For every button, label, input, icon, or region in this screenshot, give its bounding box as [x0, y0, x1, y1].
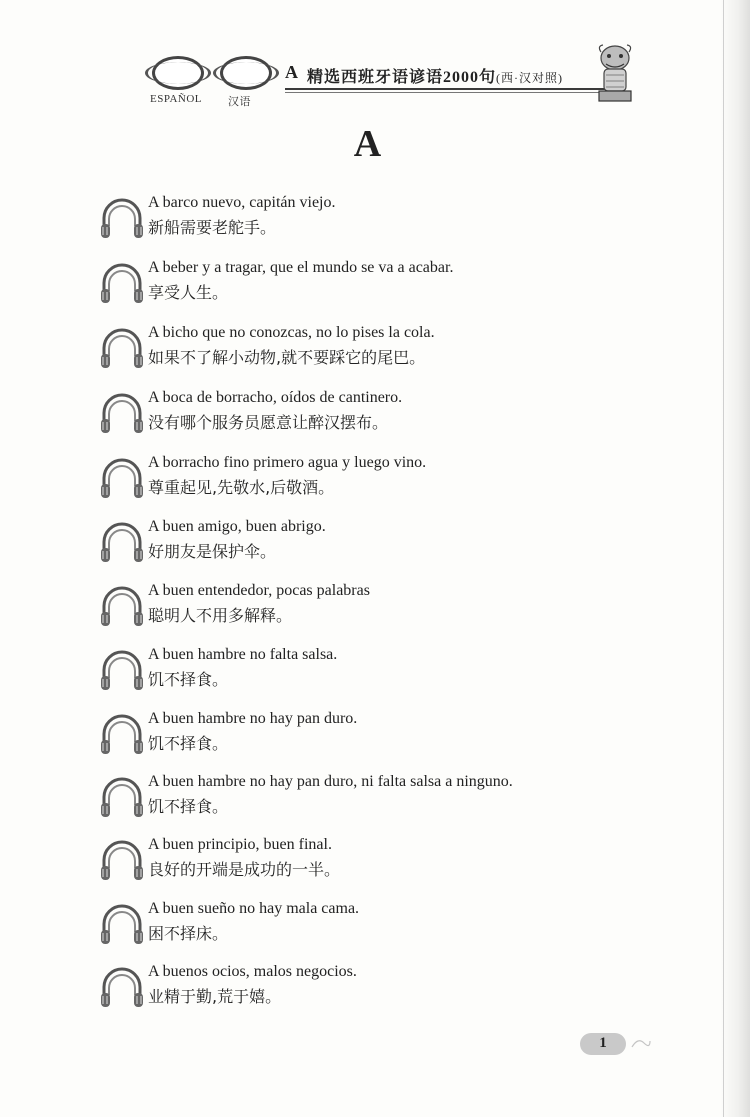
proverb-entry [98, 518, 618, 574]
proverb-spanish: A barco nuevo, capitán viejo. [148, 194, 336, 211]
headphones-icon[interactable] [98, 324, 146, 370]
headphones-icon[interactable] [98, 582, 146, 628]
proverb-entry [98, 710, 618, 766]
header-title-text: 精选西班牙语谚语2000句 [307, 69, 497, 86]
proverb-spanish: A bicho que no conozcas, no lo pises la cola. [148, 324, 435, 341]
headphones-icon[interactable] [98, 963, 146, 1009]
headphones-icon[interactable] [98, 836, 146, 882]
proverb-chinese: 良好的开端是成功的一半。 [148, 860, 341, 879]
ring-logo-icon [220, 56, 272, 90]
proverb-chinese: 没有哪个服务员愿意让醉汉摆布。 [148, 413, 389, 432]
header-rule [285, 88, 625, 90]
proverb-spanish: A buen sueño no hay mala cama. [148, 900, 360, 917]
header-section-letter: A [285, 62, 298, 82]
ring-logo-icon [152, 56, 204, 90]
proverb-spanish: A boca de borracho, oídos de cantinero. [148, 389, 403, 406]
proverb-entry [98, 582, 618, 638]
headphones-icon[interactable] [98, 646, 146, 692]
headphones-icon[interactable] [98, 900, 146, 946]
proverb-spanish: A borracho fino primero agua y luego vino. [148, 454, 427, 471]
lion-statue-icon [592, 42, 638, 104]
page-fold-line [723, 0, 724, 1117]
proverb-entry [98, 194, 618, 250]
header-book-title [307, 64, 563, 87]
proverb-spanish: A buen principio, buen final. [148, 836, 332, 853]
page-fold-shadow [720, 0, 750, 1117]
proverb-spanish: A buen entendedor, pocas palabras [148, 582, 370, 599]
proverb-spanish: A buen hambre no hay pan duro, ni falta salsa a ninguno. [148, 773, 513, 790]
proverb-chinese: 业精于勤,荒于嬉。 [148, 987, 282, 1006]
page-number-badge [580, 1033, 626, 1055]
section-heading: A [353, 123, 382, 165]
page-number: 1 [599, 1035, 607, 1051]
headphones-icon[interactable] [98, 194, 146, 240]
proverb-entry [98, 646, 618, 702]
proverb-chinese: 聪明人不用多解释。 [148, 606, 293, 625]
proverb-chinese: 好朋友是保护伞。 [148, 542, 277, 561]
headphones-icon[interactable] [98, 389, 146, 435]
page-corner-mark-icon [630, 1035, 652, 1051]
proverb-spanish: A beber y a tragar, que el mundo se va a acabar. [148, 259, 454, 276]
proverb-chinese: 困不择床。 [148, 924, 229, 943]
page-header [140, 42, 640, 112]
proverb-entry [98, 324, 618, 380]
proverb-chinese: 饥不择食。 [148, 797, 229, 816]
proverb-chinese: 享受人生。 [148, 283, 229, 302]
proverb-entry [98, 454, 618, 510]
proverb-entry [98, 389, 618, 445]
proverb-spanish: A buen amigo, buen abrigo. [148, 518, 326, 535]
header-subtitle: (西·汉对照) [496, 71, 564, 85]
headphones-icon[interactable] [98, 518, 146, 564]
proverb-spanish: A buen hambre no falta salsa. [148, 646, 338, 663]
header-title-block [285, 62, 630, 88]
header-label-chinese: 汉语 [228, 95, 251, 108]
proverb-entry [98, 259, 618, 315]
header-label-spanish: ESPAÑOL [150, 93, 202, 105]
headphones-icon[interactable] [98, 259, 146, 305]
proverb-chinese: 尊重起见,先敬水,后敬酒。 [148, 478, 335, 497]
headphones-icon[interactable] [98, 710, 146, 756]
proverb-entry [98, 963, 618, 1019]
header-rule-thin [285, 92, 625, 93]
proverb-chinese: 新船需要老舵手。 [148, 218, 277, 237]
proverb-spanish: A buenos ocios, malos negocios. [148, 963, 357, 980]
proverb-entry [98, 773, 618, 829]
proverb-chinese: 饥不择食。 [148, 734, 229, 753]
proverb-entry [98, 836, 618, 892]
proverb-chinese: 如果不了解小动物,就不要踩它的尾巴。 [148, 348, 426, 367]
proverb-chinese: 饥不择食。 [148, 670, 229, 689]
proverb-spanish: A buen hambre no hay pan duro. [148, 710, 358, 727]
headphones-icon[interactable] [98, 454, 146, 500]
proverb-entry [98, 900, 618, 956]
headphones-icon[interactable] [98, 773, 146, 819]
